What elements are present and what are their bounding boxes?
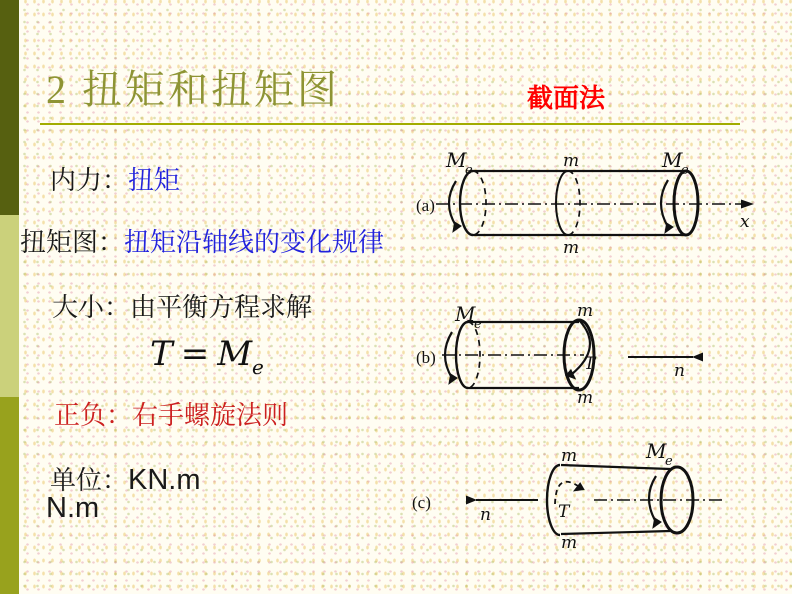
diagram-a-tag: (a)	[416, 196, 435, 215]
line-magnitude	[52, 287, 312, 324]
diagram-a-full-shaft	[408, 140, 778, 270]
diagram-c-right-portion	[408, 432, 753, 572]
left-endface-hidden-arc-a	[473, 171, 486, 235]
right-endface-a	[674, 171, 698, 235]
line-torque-diagram	[20, 222, 384, 259]
page-title: 2 扭矩和扭矩图	[46, 67, 340, 112]
section-label-bottom-c: m	[561, 533, 578, 553]
Me-label-b: M	[455, 302, 476, 326]
formula-T-equals-Me	[150, 334, 264, 379]
line5-label: 单位：	[50, 466, 129, 495]
line5-value: KN.m	[128, 464, 201, 496]
section-front-arc-a	[556, 171, 568, 235]
formula-lhs: T	[150, 334, 173, 374]
line2-label: 扭矩图：	[20, 228, 125, 257]
Me-left-sub-a: e	[465, 163, 473, 178]
torque-arrowhead-left-a	[448, 221, 461, 235]
cylinder-bottom-edge-c	[561, 531, 670, 534]
line4-value: 右手螺旋法则	[132, 401, 289, 430]
line6-value: N.m	[46, 492, 100, 524]
Me-label-c: M	[646, 439, 667, 463]
torque-T-arrow-c	[555, 482, 578, 504]
title-underline	[40, 123, 740, 125]
section-label-top-c: m	[561, 446, 578, 466]
diagram-b-left-portion	[408, 295, 728, 420]
section-label-bottom-b: m	[577, 388, 594, 408]
line3-value: 由平衡方程求解	[130, 293, 313, 322]
torque-T-label-b: T	[584, 354, 596, 374]
left-bar-bottom-segment	[0, 397, 19, 594]
method-label: 截面法	[527, 84, 606, 113]
line-internal-force	[50, 160, 180, 197]
diagram-c-tag: (c)	[412, 493, 431, 512]
Me-right-sub-a: e	[681, 163, 689, 178]
rotation-arrowhead-b	[692, 353, 703, 362]
left-bar-top-segment	[0, 0, 19, 215]
formula-subscript: e	[252, 355, 264, 379]
torque-arrowhead-left-b	[444, 373, 457, 387]
left-endface-front-arc-a	[460, 171, 473, 235]
section-label-top-b: m	[577, 301, 594, 321]
line4-label: 正负：	[54, 401, 133, 430]
line-sign-convention	[54, 395, 288, 432]
torque-T-label-c: T	[558, 502, 570, 522]
cylinder-top-edge-c	[561, 465, 670, 469]
Me-right-label-a: M	[662, 148, 683, 172]
Me-sub-c: e	[665, 454, 673, 469]
Me-sub-b: e	[474, 317, 482, 332]
torque-T-arrowhead-c	[571, 482, 585, 495]
section-hidden-arc-a	[568, 171, 580, 235]
Me-left-label-a: M	[446, 148, 467, 172]
x-axis-label: x	[740, 212, 750, 232]
section-label-bottom-a: m	[563, 238, 580, 258]
line3-label: 大小：	[52, 293, 131, 322]
rotation-arrowhead-c	[466, 496, 477, 505]
x-axis-arrowhead	[741, 200, 754, 209]
diagram-b-tag: (b)	[416, 348, 436, 367]
torque-arrowhead-right-c	[648, 517, 661, 531]
rotation-label-b: n	[674, 361, 685, 381]
torque-arrow-right-c	[649, 476, 656, 522]
line1-label: 内力：	[50, 166, 129, 195]
left-bar-middle-segment	[0, 215, 19, 397]
formula-equals: =	[180, 334, 210, 374]
line-units-2	[46, 492, 99, 525]
section-label-top-a: m	[563, 151, 580, 171]
rotation-label-c: n	[480, 505, 491, 525]
line2-value: 扭矩沿轴线的变化规律	[124, 228, 385, 257]
formula-rhs: M	[217, 334, 253, 374]
line1-value: 扭矩	[128, 166, 181, 195]
cut-face-front-arc-c	[547, 465, 560, 535]
